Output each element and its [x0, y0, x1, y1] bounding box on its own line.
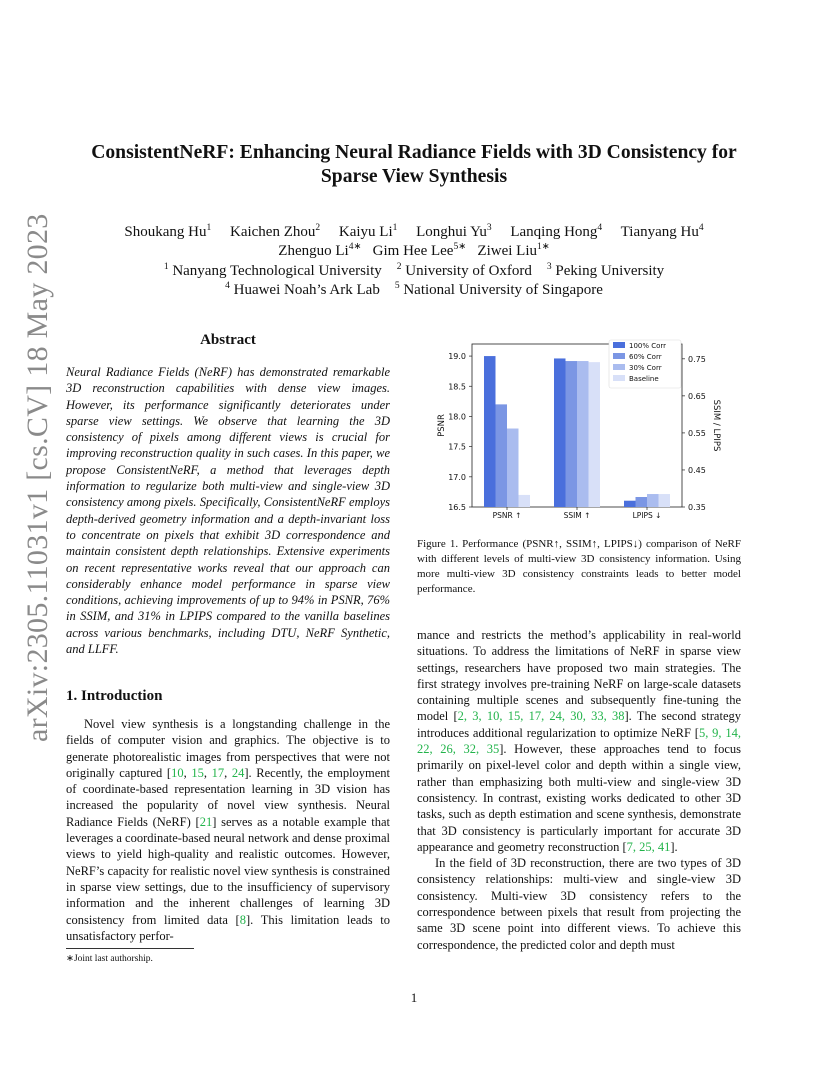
section-heading-introduction: 1. Introduction	[66, 688, 163, 704]
bar	[577, 361, 589, 507]
y2-tick-label: 0.75	[688, 354, 706, 364]
bar	[624, 501, 636, 507]
affiliation: Peking University	[555, 263, 665, 279]
y-tick-label: 17.5	[448, 442, 466, 452]
affiliation: National University of Singapore	[403, 282, 603, 298]
legend-label: Baseline	[629, 375, 659, 383]
text-run: ].	[670, 839, 678, 854]
intro-paragraph-right	[417, 627, 741, 953]
title-line-1: ConsistentNeRF: Enhancing Neural Radiance Fields with 3D Consistency for	[91, 142, 737, 163]
legend-label: 100% Corr	[629, 342, 667, 350]
author: Ziwei Liu	[477, 243, 537, 259]
author-sup: 1	[392, 223, 398, 233]
text-run: ]. The second strategy introduces additional regularization to optimize NeRF [	[417, 709, 741, 740]
affiliation-num: 1	[163, 262, 169, 272]
bar	[659, 494, 671, 507]
author: Gim Hee Lee	[372, 243, 454, 259]
affiliation-num: 5	[394, 281, 400, 291]
footnote: ∗Joint last authorship.	[66, 954, 153, 964]
author: Zhenguo Li	[278, 243, 349, 259]
bar	[554, 358, 566, 507]
y-tick-label: 18.0	[448, 412, 466, 422]
text-run: Novel view synthesis is a longstanding challenge in the fields of computer vision and graphics. The objective is to generate photorealistic images from perspectives that were not originally captured [	[66, 717, 390, 780]
bar	[636, 497, 648, 507]
intro-paragraph-2: In the field of 3D reconstruction, there are two types of 3D consistency relationships: multi-view and single-view 3D consistency. Multi-view 3D consistency refers to the correspondence between pixels that result from projecting the same 3D scene point into different views. To achieve this correspondence, the predicted color and depth must	[417, 856, 741, 952]
bar	[507, 429, 519, 507]
citation-link[interactable]: 17	[211, 765, 225, 780]
legend-swatch	[613, 353, 625, 359]
author: Lanqing Hong	[510, 224, 598, 240]
title-line-2: Sparse View Synthesis	[320, 166, 508, 187]
author-sup: 3	[486, 223, 492, 233]
abstract-text: Neural Radiance Fields (NeRF) has demonstrated remarkable 3D reconstruction capabilities with dense view images. However, its performance significantly deteriorates under sparse view settings. We observe that learning the 3D consistency of pixels among different views is crucial for improving reconstruction quality in such cases. In this paper, we propose ConsistentNeRF, a method that leverages depth information to regularize both multi-view and single-view 3D consistency among pixels. Specifically, ConsistentNeRF employs depth-derived geometry information and a depth-invariant loss to concentrate on pixels that exhibit 3D correspondence and maintain consistent depth relationships. Extensive experiments on recent representative works reveal that our approach can considerably enhance model performance in sparse view conditions, achieving improvements of up to 94% in PSNR, 76% in SSIM, and 31% in LPIPS compared to the vanilla baselines across various benchmarks, including DTU, NeRF Synthetic, and LLFF.	[66, 365, 390, 657]
y-tick-label: 17.0	[448, 472, 466, 482]
paper-title	[60, 141, 768, 189]
citation-link[interactable]: 24	[231, 765, 245, 780]
x-tick-label: PSNR ↑	[492, 511, 522, 520]
page-number: 1	[410, 990, 418, 1005]
y2-tick-label: 0.65	[688, 391, 706, 401]
text-run: ] serves as a notable example that leverages a coordinate-based neural network and dense proximal views to yield high-quality and realistic outcomes. However, NeRF’s capacity for realistic novel view synthesis is constrained in sparse view settings, due to the insufficiency of supervisory information and the inherent challenges of learning 3D consistency from limited data [	[66, 814, 390, 927]
author: Tianyang Hu	[620, 224, 699, 240]
legend-swatch	[613, 375, 625, 381]
affiliation: University of Oxford	[405, 263, 532, 279]
text-run: mance and restricts the method’s applicability in real-world situations. To address the limitations of NeRF in sparse view settings, researchers have proposed two main strategies. The first strategy involves pre-training NeRF on large-scale datasets containing multiple scenes and subsequently fine-tuning the model [	[417, 628, 741, 724]
footnote-rule	[66, 948, 194, 949]
y-axis-label: PSNR	[437, 414, 447, 437]
y2-tick-label: 0.55	[688, 428, 706, 438]
author-sup: 2	[315, 223, 321, 233]
bar	[484, 356, 496, 507]
bar	[589, 362, 601, 507]
intro-paragraph-left: Novel view synthesis is a longstanding challenge in the fields of computer vision and graphics. The objective is to generate photorealistic images from perspectives that were not originally captured [10, 15, 17, 24]. Recently, the employment of coordinate-based representation learning in 3D vision has increased the popularity of novel view synthesis. Neural Radiance Fields (NeRF) [21] serves as a notable example that leverages a coordinate-based neural network and dense proximal views to yield high-quality and realistic outcomes. However, NeRF’s capacity for realistic novel view synthesis is constrained in sparse view settings, due to the insufficiency of supervisory information and the inherent challenges of learning 3D consistency from limited data [8]. This limitation leads to unsatisfactory perfor-	[66, 717, 391, 943]
y-tick-label: 19.0	[448, 352, 466, 362]
author: Kaichen Zhou	[229, 224, 316, 240]
affiliation: Huawei Noah’s Ark Lab	[233, 282, 380, 298]
citation-link[interactable]: 15	[191, 765, 204, 780]
y-tick-label: 16.5	[448, 503, 466, 512]
citation-link[interactable]: 10	[171, 765, 184, 780]
affiliation-num: 2	[396, 262, 402, 272]
author: Longhui Yu	[416, 224, 487, 240]
citation-link[interactable]: 8	[239, 912, 246, 927]
legend-label: 30% Corr	[629, 364, 662, 372]
author-sup: 1	[206, 223, 212, 233]
citation-link[interactable]: 2, 3, 10, 15, 17, 24, 30, 33, 38	[457, 709, 625, 724]
author-sup: 4	[597, 223, 603, 233]
bar	[566, 361, 578, 507]
bar	[519, 495, 531, 507]
legend-swatch	[613, 342, 625, 348]
author-sup: 4	[698, 223, 704, 233]
abstract-heading: Abstract	[200, 332, 256, 348]
figure-caption: Figure 1. Performance (PSNR↑, SSIM↑, LPIPS↓) comparison of NeRF with different levels of multi-view 3D consistency information. Using more multi-view 3D consistency constraints leads to better model performance.	[417, 538, 741, 595]
legend-swatch	[613, 364, 625, 370]
arxiv-identifier: arXiv:2305.11031v1 [cs.CV] 18 May 2023	[21, 213, 54, 742]
y2-tick-label: 0.35	[688, 503, 706, 512]
bar	[496, 404, 508, 507]
affiliation-line-2	[40, 277, 788, 300]
affiliation: Nanyang Technological University	[172, 263, 382, 279]
legend-label: 60% Corr	[629, 353, 662, 361]
citation-link[interactable]: 7, 25, 41	[626, 839, 671, 854]
x-tick-label: LPIPS ↓	[632, 511, 662, 520]
affiliation-num: 3	[546, 262, 552, 272]
bar	[647, 494, 659, 507]
author-sup: 4∗	[348, 242, 362, 252]
author-sup: 1∗	[537, 242, 550, 252]
author: Kaiyu Li	[338, 224, 393, 240]
text-run: ]. Recently, the employment of coordinate-based representation learning in 3D vision has increased the popularity of novel view synthesis. Neural Radiance Fields (NeRF) [	[66, 765, 391, 829]
citation-link[interactable]: 5, 9, 14, 22, 26, 32, 35	[417, 725, 741, 757]
affiliation-num: 4	[225, 281, 230, 291]
author: Shoukang Hu	[124, 224, 207, 240]
author-sup: 5∗	[453, 242, 467, 252]
text-run: ]. This limitation leads to unsatisfactory perfor-	[66, 912, 390, 943]
figure-1-chart	[420, 336, 748, 526]
y2-axis-label: SSIM / LPIPS	[711, 399, 721, 452]
x-tick-label: SSIM ↑	[563, 511, 591, 520]
y2-tick-label: 0.45	[688, 465, 706, 475]
y-tick-label: 18.5	[448, 382, 466, 392]
citation-link[interactable]: 21	[199, 814, 213, 829]
text-run: ]. However, these approaches tend to focus primarily on pixel-level color and depth within a single view, rather than emphasizing both multi-view and single-view 3D consistency. In contrast, existing works dedicated to other 3D tasks, such as depth estimation and scene synthesis, demonstrate that 3D consistency is particularly important for accurate 3D appearance and geometry reconstruction [	[417, 742, 741, 854]
